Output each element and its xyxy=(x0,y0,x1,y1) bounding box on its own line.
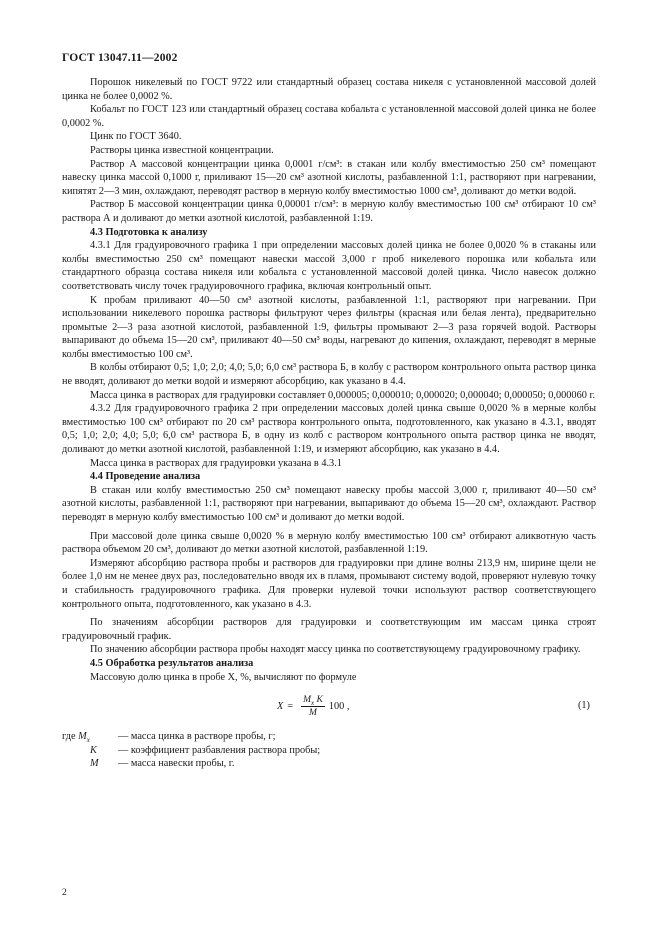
paragraph: Масса цинка в растворах для градуировки составляет 0,000005; 0,000010; 0,000020; 0,000040; 0,000050; 0,000060 г. xyxy=(90,389,596,401)
legend-symbol: K xyxy=(90,744,97,756)
section-heading: 4.4 Проведение анализа xyxy=(90,471,201,483)
formula xyxy=(277,694,349,719)
document-body xyxy=(62,76,596,771)
legend-text: — коэффициент разбавления раствора пробы; xyxy=(118,744,321,756)
paragraph: По значению абсорбции раствора пробы находят массу цинка по соответствующему градуировочному графику. xyxy=(90,644,581,656)
formula-fraction xyxy=(301,694,325,719)
formula-denominator: M xyxy=(309,708,317,719)
paragraph: Масса цинка в растворах для градуировки указана в 4.3.1 xyxy=(90,457,342,469)
formula-lhs: X xyxy=(277,700,284,712)
paragraph: Измеряют абсорбцию раствора пробы и растворов для градуировки при длине волны 213,9 нм, ширине щели не более 1,0 нм не менее двух раз, последовательно вводя их в пламя, промывают систему водой, проверяют нулевую точку и стабильность градуировочного графика. Для проверки нулевой точки используют раствор соответствующего контрольного опыта, подготовленного, как указано в 4.3. xyxy=(62,557,596,610)
legend-symbol: M xyxy=(90,758,99,770)
formula-legend xyxy=(62,730,596,771)
legend-row: где $M_x$ — масса цинка в растворе пробы, г; xyxy=(62,731,276,745)
paragraph: К пробам приливают 40—50 см³ азотной кислоты, разбавленной 1:1, растворяют при нагревании. При использовании никелевого порошка растворы фильтруют через фильтры (красная или белая лента), предварительно промытые 2—3 раза азотной кислотой, разбавленной 1:9, фильтры промывают 2—3 раза горячей водой. Растворы выпаривают до объема 15—20 см³, приливают 40—50 см³ воды, нагревают до кипения, охлаждают, переводят в мерные колбы вместимостью 100 см³. xyxy=(62,294,596,360)
legend-row xyxy=(62,744,596,758)
paragraph: Кобальт по ГОСТ 123 или стандартный образец состава кобальта с установленной массовой долей цинка не более 0,0002 %. xyxy=(62,104,596,129)
paragraph: Порошок никелевый по ГОСТ 9722 или стандартный образец состава никеля с установленной массовой долей цинка не более 0,0002 %. xyxy=(62,77,596,102)
legend-row xyxy=(62,757,596,771)
paragraph: Раствор Б массовой концентрации цинка 0,00001 г/см³: в мерную колбу вместимостью 100 см³ отбирают 10 см³ раствора А и доливают до метки азотной кислотой, разбавленной 1:19. xyxy=(62,199,596,224)
legend-text: — масса цинка в растворе пробы, г; xyxy=(118,731,276,743)
formula-block xyxy=(62,688,596,728)
section-heading: 4.5 Обработка результатов анализа xyxy=(90,657,254,669)
page-number: 2 xyxy=(62,888,67,898)
formula-multiplier: 100 , xyxy=(328,700,350,712)
paragraph: Массовую долю цинка в пробе X, %, вычисляют по формуле xyxy=(90,671,357,683)
legend-intro: где xyxy=(62,731,76,743)
paragraph: В стакан или колбу вместимостью 250 см³ помещают навеску пробы массой 3,000 г, приливают 40—50 см³ азотной кислоты, разбавленной 1:1, растворяют при нагревании, выпаривают до объема 15—20 см³, охлаждают. Раствор переводят в мерную колбу вместимостью 100 см³ и доливают до метки водой. xyxy=(62,484,596,523)
formula-numerator: $M_x$ K xyxy=(303,695,323,708)
legend-text: — масса навески пробы, г. xyxy=(118,758,235,770)
paragraph: При массовой доле цинка свыше 0,0020 % в мерную колбу вместимостью 100 см³ отбирают аликвотную часть раствора объемом 20 см³, доливают до метки азотной кислотой, разбавленной 1:19. xyxy=(62,530,596,556)
formula-equals: = xyxy=(287,700,294,712)
document-header: ГОСТ 13047.11—2002 xyxy=(62,52,178,64)
paragraph: 4.3.2 Для градуировочного графика 2 при определении массовых долей цинка свыше 0,0020 % в мерные колбы вместимостью 100 см³ отбирают по 20 см³ раствора контрольного опыта, подготовленного, как указано в 4.3.1, вводят 0,5; 1,0; 2,0; 4,0; 5,0; 6,0 см³ раствора Б, в одну из колб с раствором контрольного опыта раствор цинка не вводят, доливают до метки азотной кислотой, разбавленной 1:19, и измеряют абсорбцию, как указано в 4.4. xyxy=(62,403,596,456)
paragraph: По значениям абсорбции растворов для градуировки и соответствующим им массам цинка строят градуировочный график. xyxy=(62,617,596,642)
paragraph: Раствор А массовой концентрации цинка 0,0001 г/см³: в стакан или колбу вместимостью 250 см³ помещают навеску цинка массой 0,1000 г, приливают 15—20 см³ азотной кислоты, разбавленной 1:1, растворяют при нагревании, кипятят 2—3 мин, охлаждают, переводят раствор в мерную колбу вместимостью 1000 см³, доливают до метки водой. xyxy=(62,158,596,197)
section-heading: 4.3 Подготовка к анализу xyxy=(90,226,208,238)
formula-number: (1) xyxy=(577,700,590,712)
paragraph: Растворы цинка известной концентрации. xyxy=(90,144,274,156)
paragraph: Цинк по ГОСТ 3640. xyxy=(90,131,182,143)
paragraph: 4.3.1 Для градуировочного графика 1 при определении массовых долей цинка не более 0,0020 % в стаканы или колбы вместимостью 250 см³ помещают навески массой 3,000 г проб никелевого порошка или кобальта или стандартного образца состава никеля или кобальта с установленной массовой долей цинка. Число навесок должно соответствовать числу точек градуировочного графика, включая контрольный опыт. xyxy=(62,240,596,292)
paragraph: В колбы отбирают 0,5; 1,0; 2,0; 4,0; 5,0; 6,0 см³ раствора Б, в колбу с раствором контрольного опыта раствор цинка не вводят, доливают до метки водой и измеряют абсорбцию, как указано в 4.4. xyxy=(62,362,596,388)
